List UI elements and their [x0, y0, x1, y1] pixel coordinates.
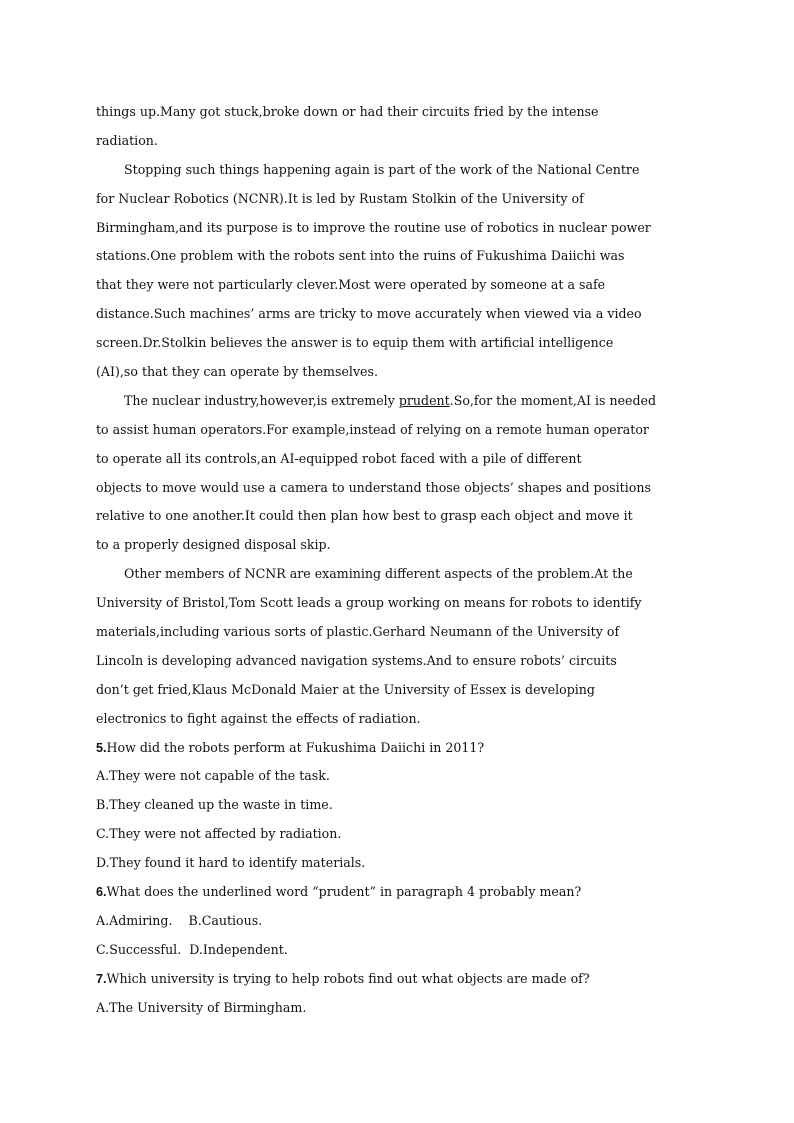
passage-line: to assist human operators.For example,instead of relying on a remote human operator	[96, 421, 649, 437]
question-6	[96, 878, 696, 965]
passage-line: things up.Many got stuck,broke down or had their circuits fried by the intense	[96, 104, 599, 119]
passage-line: Lincoln is developing advanced navigation systems.And to ensure robots’ circuits	[96, 652, 617, 668]
question-number: 5.	[96, 740, 107, 755]
passage-line: (AI),so that they can operate by themselves.	[96, 364, 378, 380]
passage-line: materials,including various sorts of plastic.Gerhard Neumann of the University of	[96, 624, 620, 640]
passage-line	[96, 387, 696, 416]
passage-line: distance.Such machines’ arms are tricky to move accurately when viewed via a video	[96, 306, 642, 322]
question-stem	[96, 965, 696, 994]
document-content	[96, 98, 696, 1023]
question-stem	[96, 734, 696, 763]
answer-option-row: C.Successful. D.Independent.	[96, 941, 288, 957]
passage-line: don’t get fried,Klaus McDonald Maier at the University of Essex is developing	[96, 681, 595, 697]
question-text: What does the underlined word “prudent” in paragraph 4 probably mean?	[106, 884, 582, 900]
passage-line: Other members of NCNR are examining different aspects of the problem.At the	[124, 566, 633, 582]
passage-line: Stopping such things happening again is part of the work of the National Centre	[124, 161, 640, 177]
passage-line: for Nuclear Robotics (NCNR).It is led by Rustam Stolkin of the University of	[96, 190, 584, 206]
passage-line: to a properly designed disposal skip.	[96, 537, 331, 553]
passage-line: objects to move would use a camera to understand those objects’ shapes and positions	[96, 479, 651, 495]
answer-option: B.They cleaned up the waste in time.	[96, 797, 333, 813]
answer-option-row: A.Admiring. B.Cautious.	[96, 912, 263, 928]
passage-line: radiation.	[96, 132, 158, 148]
passage-line: Birmingham,and its purpose is to improve the routine use of robotics in nuclear power	[96, 219, 651, 235]
question-text: How did the robots perform at Fukushima Daiichi in 2011?	[106, 739, 485, 755]
passage-line: screen.Dr.Stolkin believes the answer is to equip them with artificial intelligence	[96, 335, 614, 351]
passage-text: .So,for the moment,AI is needed	[449, 392, 657, 408]
answer-option: A.The University of Birmingham.	[96, 999, 307, 1015]
passage-line: stations.One problem with the robots sent into the ruins of Fukushima Daiichi was	[96, 248, 625, 264]
question-5	[96, 734, 696, 878]
passage-line: electronics to fight against the effects of radiation.	[96, 710, 421, 726]
underlined-word-prudent: prudent	[398, 392, 450, 408]
question-number: 7.	[96, 971, 107, 986]
answer-option: D.They found it hard to identify materials.	[96, 855, 366, 871]
question-number: 6.	[96, 885, 107, 900]
passage-line: that they were not particularly clever.Most were operated by someone at a safe	[96, 277, 606, 293]
passage-line: University of Bristol,Tom Scott leads a group working on means for robots to identify	[96, 595, 642, 611]
passage-line: relative to one another.It could then plan how best to grasp each object and move it	[96, 508, 633, 524]
answer-option: C.They were not affected by radiation.	[96, 826, 342, 842]
passage	[96, 98, 696, 734]
answer-option: A.They were not capable of the task.	[96, 768, 330, 784]
question-text: Which university is trying to help robots find out what objects are made of?	[106, 970, 590, 986]
passage-line: to operate all its controls,an AI-equipped robot faced with a pile of different	[96, 450, 582, 466]
passage-text: The nuclear industry,however,is extremely	[124, 392, 399, 408]
question-stem	[96, 878, 696, 907]
question-7	[96, 965, 696, 1023]
